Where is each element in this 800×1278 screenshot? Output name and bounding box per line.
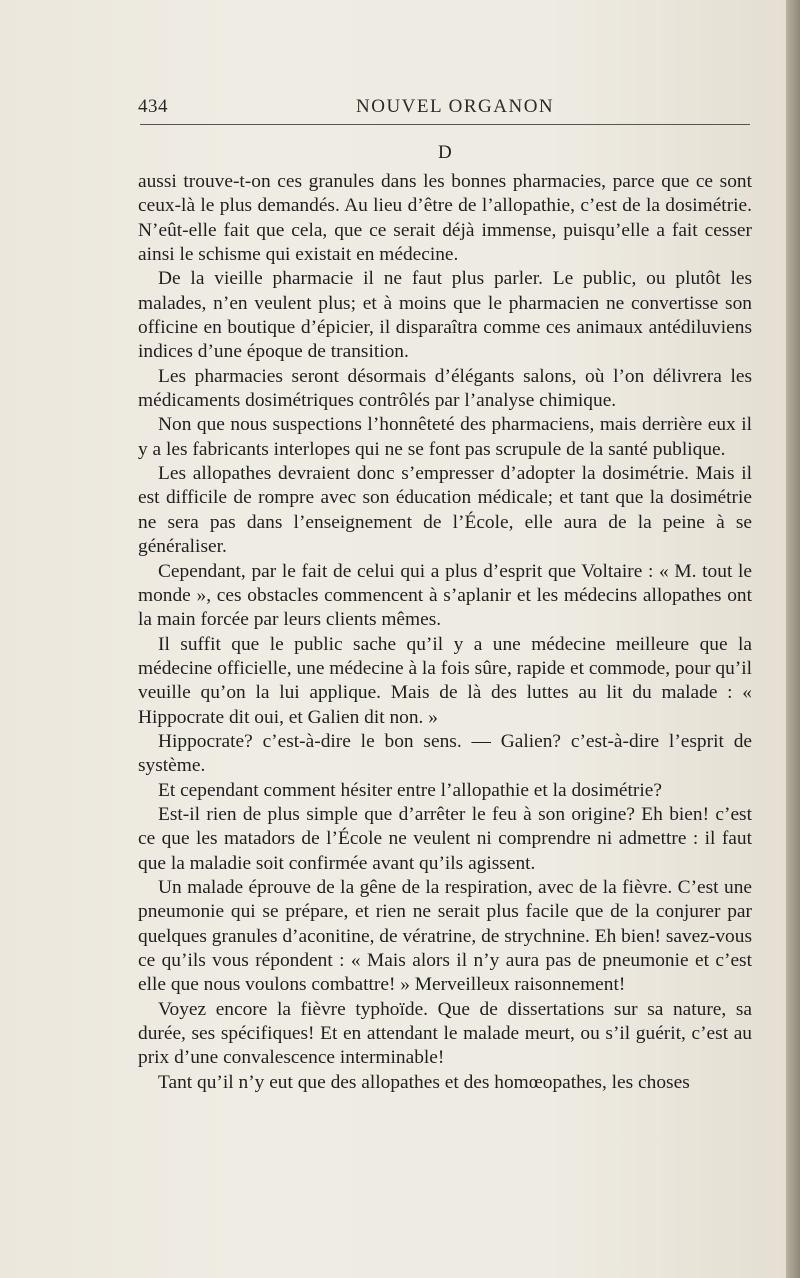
paragraph-8: Hippocrate? c’est-à-dire le bon sens. — Galien? c’est-à-dire l’esprit de système. bbox=[138, 730, 752, 777]
paragraph-11: Un malade éprouve de la gêne de la respiration, avec de la fièvre. C’est une pneumonie qui se prépare, et rien ne serait plus facile que de la conjurer par quelques granules d’aconitine, de vératrine, de strychnine. Eh bien! savez-vous ce qu’ils vous répondent : « Mais alors il n’y aura pas de pneumonie et c’est elle que nous voulons combattre! » Merveilleux raisonnement! bbox=[138, 876, 752, 996]
paragraph-9: Et cependant comment hésiter entre l’allopathie et la dosimétrie? bbox=[158, 779, 662, 801]
header-rule bbox=[140, 124, 750, 125]
paragraph-4: Non que nous suspections l’honnêteté des pharmaciens, mais derrière eux il y a les fabricants interlopes qui ne se font pas scrupule de la santé publique. bbox=[138, 414, 752, 460]
page-edge bbox=[786, 0, 800, 1278]
body-text bbox=[138, 170, 752, 1095]
paragraph-3: Les pharmacies seront désormais d’élégants salons, où l’on délivrera les médicaments dosimétriques contrôlés par l’analyse chimique. bbox=[138, 365, 752, 412]
paragraph-13: Tant qu’il n’y eut que des allopathes et des homœopathes, les choses bbox=[158, 1071, 690, 1093]
paragraph-10: Est-il rien de plus simple que d’arrêter le feu à son origine? Eh bien! c’est ce que les matadors de l’École ne veulent ni comprendre ni admettre : il faut que la maladie soit confirmée avant qu’ils agissent. bbox=[138, 803, 752, 874]
paragraph-12: Voyez encore la fièvre typhoïde. Que de dissertations sur sa nature, sa durée, ses spécifiques! Et en attendant le malade meurt, ou s’il guérit, c’est au prix d’une convalescence interminable! bbox=[138, 998, 752, 1069]
paragraph-2: De la vieille pharmacie il ne faut plus parler. Le public, ou plutôt les malades, n’en veulent plus; et à moins que le pharmacien ne convertisse son officine en boutique d’épicier, il disparaîtra comme ces animaux antédiluviens indices d’une époque de transition. bbox=[138, 268, 752, 363]
page-header bbox=[138, 96, 750, 120]
signature-mark: D bbox=[438, 142, 452, 163]
page-number: 434 bbox=[138, 96, 168, 117]
paragraph-6: Cependant, par le fait de celui qui a plus d’esprit que Voltaire : « M. tout le monde », ces obstacles commencent à s’aplanir et les médecins allopathes ont la main forcée par leurs clients mêmes. bbox=[138, 560, 752, 631]
running-title: NOUVEL ORGANON bbox=[356, 96, 555, 117]
paragraph-5: Les allopathes devraient donc s’empresser d’adopter la dosimétrie. Mais il est difficile de rompre avec son éducation médicale; et tant que la dosimétrie ne sera pas dans l’enseignement de l’École, elle aura de la peine à se généraliser. bbox=[138, 463, 752, 558]
paragraph-1: aussi trouve-t-on ces granules dans les bonnes pharmacies, parce que ce sont ceux-là le plus demandés. Au lieu d’être de l’allopathie, c’est de la dosimétrie. N’eût-elle fait que cela, que ce serait déjà immense, puisqu’elle a fait cesser ainsi le schisme qui existait en médecine. bbox=[138, 171, 752, 266]
paragraph-7: Il suffit que le public sache qu’il y a une médecine meilleure que la médecine officielle, une médecine à la fois sûre, rapide et commode, pour qu’il veuille qu’on la lui applique. Mais de là des luttes au lit du malade : « Hippocrate dit oui, et Galien dit non. » bbox=[138, 633, 752, 728]
